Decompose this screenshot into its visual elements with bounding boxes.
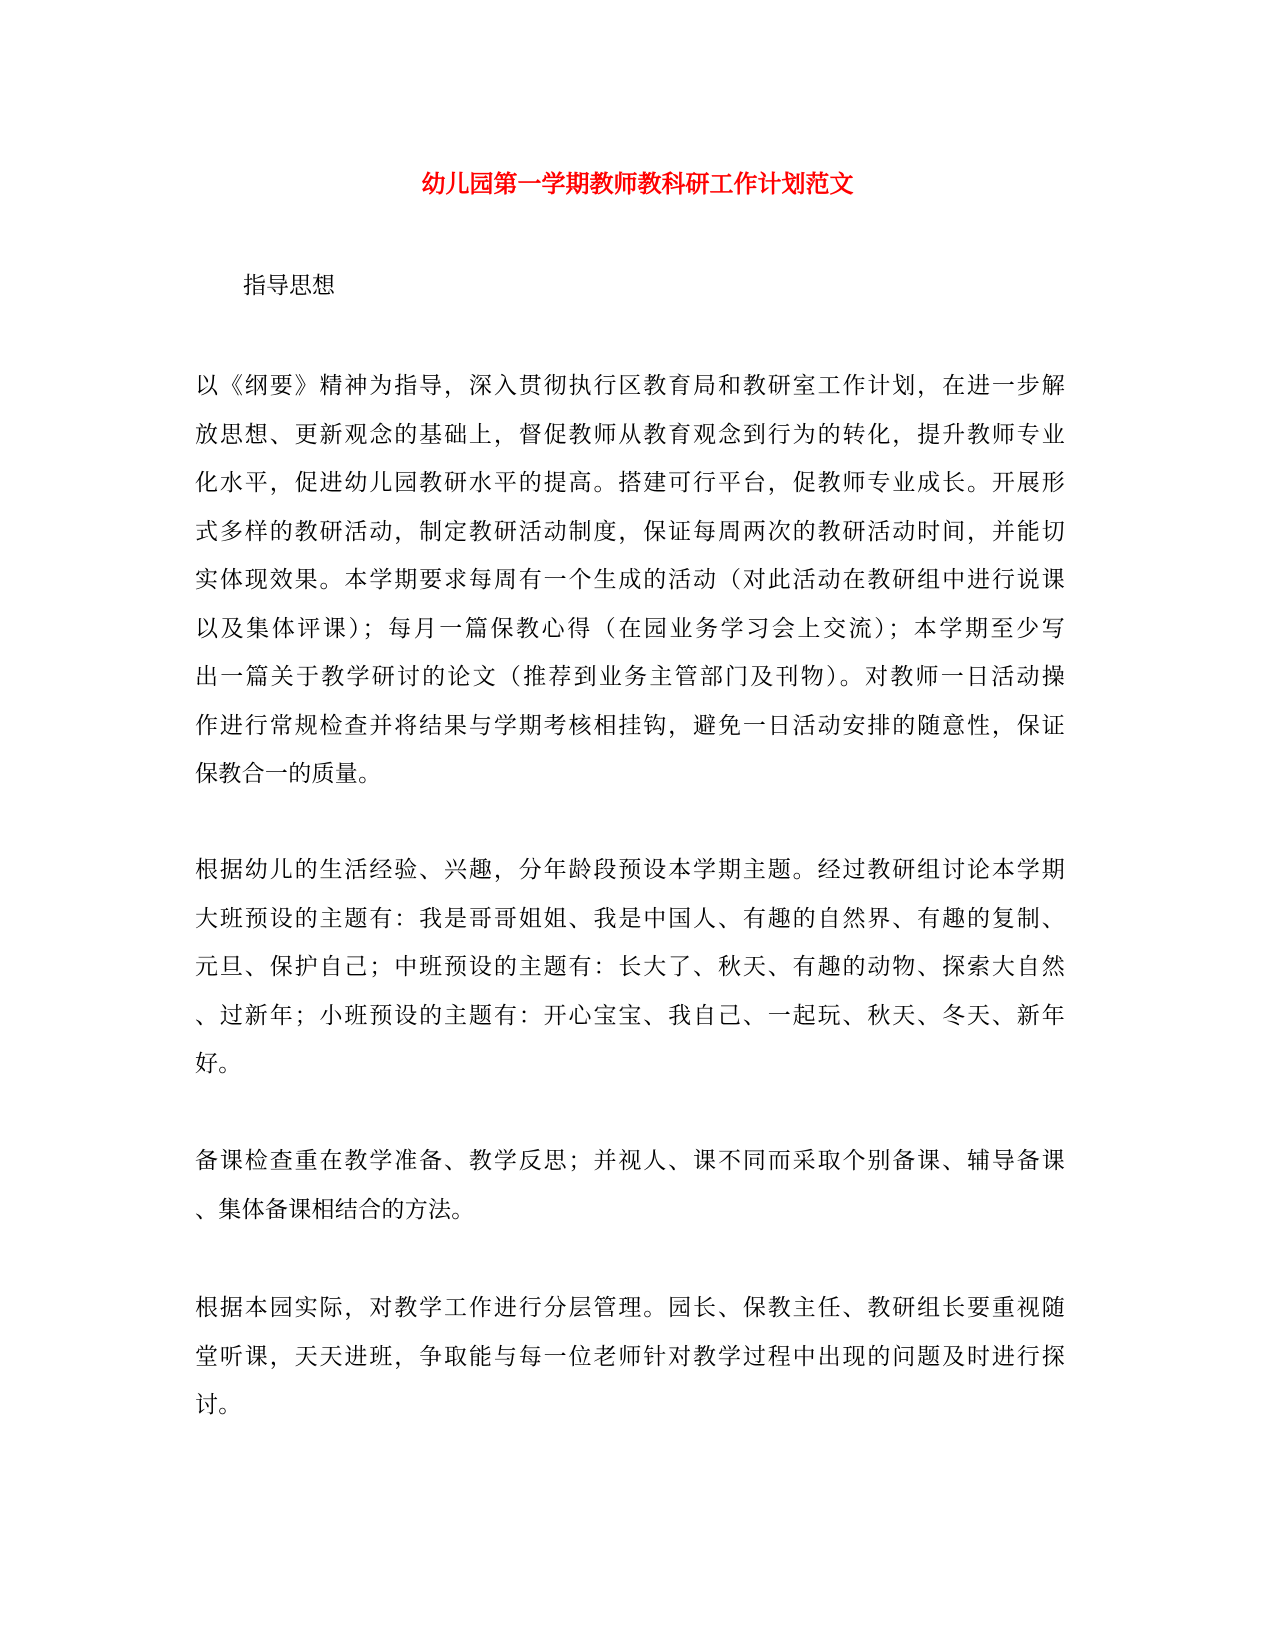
paragraph-line: 作进行常规检查并将结果与学期考核相挂钩，避免一日活动安排的随意性，保证 (195, 712, 1065, 739)
paragraph-line: 保教合一的质量。 (195, 761, 382, 787)
paragraph-themes (195, 846, 1065, 1089)
document-title: 幼儿园第一学期教师教科研工作计划范文 (421, 169, 854, 198)
paragraph-line: 根据本园实际，对教学工作进行分层管理。园长、保教主任、教研组长要重视随 (195, 1295, 1065, 1321)
paragraph-line: 根据幼儿的生活经验、兴趣，分年龄段预设本学期主题。经过教研组讨论本学期 (195, 857, 1065, 883)
paragraph-line: 实体现效果。本学期要求每周有一个生成的活动（对此活动在教研组中进行说课 (195, 567, 1065, 593)
paragraph-line: 好。 (195, 1051, 242, 1077)
paragraph-line: 出一篇关于教学研讨的论文（推荐到业务主管部门及刊物）。对教师一日活动操 (195, 664, 1065, 690)
paragraph-guiding-principles (195, 362, 1065, 799)
section-heading: 指导思想 (243, 273, 335, 299)
paragraph-line: 放思想、更新观念的基础上，督促教师从教育观念到行为的转化，提升教师专业 (195, 421, 1065, 448)
paragraph-line: 讨。 (195, 1392, 242, 1418)
paragraph-line: 化水平，促进幼儿园教研水平的提高。搭建可行平台，促教师专业成长。开展形 (195, 470, 1065, 496)
paragraph-line: 式多样的教研活动，制定教研活动制度，保证每周两次的教研活动时间，并能切 (195, 518, 1065, 545)
paragraph-line: 堂听课，天天进班，争取能与每一位老师针对教学过程中出现的问题及时进行探 (195, 1343, 1065, 1370)
paragraph-management (195, 1284, 1065, 1430)
paragraph-line: 、集体备课相结合的方法。 (195, 1196, 475, 1223)
paragraph-line: 以及集体评课）；每月一篇保教心得（在园业务学习会上交流）；本学期至少写 (195, 615, 1065, 642)
paragraph-lesson-prep (195, 1137, 1065, 1234)
paragraph-line: 大班预设的主题有：我是哥哥姐姐、我是中国人、有趣的自然界、有趣的复制、 (195, 905, 1065, 932)
paragraph-line: 以《纲要》精神为指导，深入贯彻执行区教育局和教研室工作计划，在进一步解 (195, 373, 1065, 399)
paragraph-line: 、过新年；小班预设的主题有：开心宝宝、我自己、一起玩、秋天、冬天、新年 (195, 1002, 1065, 1029)
paragraph-line: 元旦、保护自己；中班预设的主题有：长大了、秋天、有趣的动物、探索大自然 (195, 954, 1065, 980)
paragraph-line: 备课检查重在教学准备、教学反思；并视人、课不同而采取个别备课、辅导备课 (195, 1148, 1065, 1174)
